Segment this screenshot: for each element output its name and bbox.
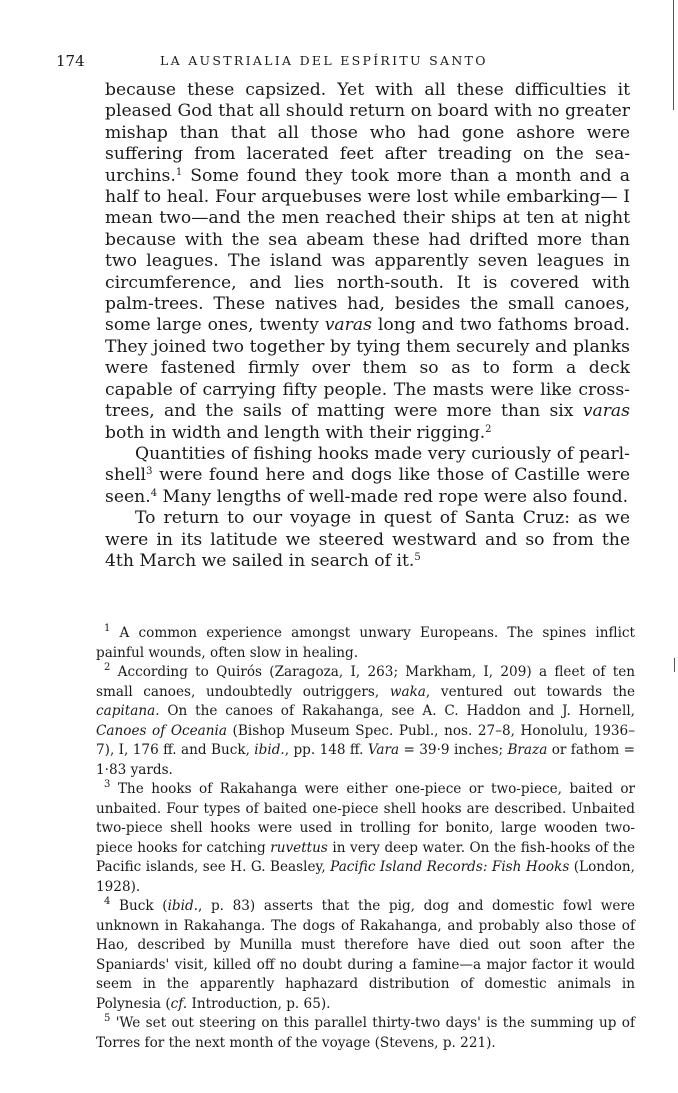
italic-term: cf.: [170, 995, 188, 1012]
footnote-number: 1: [104, 623, 111, 634]
footnote: [96, 780, 635, 897]
scan-margin-mark: [674, 658, 675, 672]
italic-title: Canoes of Oceania: [96, 722, 227, 739]
text-span: or fathom = 1·83 yards.: [96, 742, 636, 778]
italic-term: Vara: [367, 742, 400, 758]
footnote: [96, 897, 635, 1014]
footnote: [96, 1014, 635, 1053]
text-span: Some found they took more than a month and a half to heal. Four arquebuses were lost while embarking— I mean two—and the men reached their ships at ten at night because with the sea abeam these had drifted more than two leagues. The island was apparently seven leagues in circumference, and lies north-south. It is covered with palm-trees. These natives had, besides the small canoes, some large ones, twenty: [105, 165, 630, 336]
footnote-ref: 3: [146, 466, 153, 478]
page-header: [56, 52, 656, 72]
text-span: Introduction, p. 65).: [187, 995, 331, 1012]
footnote-number: 3: [104, 779, 111, 790]
paragraph: [105, 80, 630, 444]
footnote-number: 2: [104, 662, 111, 673]
footnote-number: 5: [104, 1013, 111, 1024]
main-text: [105, 80, 630, 572]
footnote-ref: 2: [485, 423, 492, 435]
text-span: The hooks of Rakahanga were either one-piece or two-piece, baited or unbaited. Four types of baited one-piece shell hooks are described. Unbaited two-piece shell hooks were used in trolling for bonito, large wooden two-piece hooks for catching: [96, 781, 635, 856]
text-span: , ventured out towards the: [425, 683, 635, 700]
text-span: both in width and length with their rigging.: [105, 422, 486, 443]
text-span: Many lengths of well-made red rope were also found.: [157, 486, 629, 507]
text-span: were found here and dogs like those of Castille were seen.: [105, 465, 630, 507]
scan-edge-line: [673, 0, 674, 110]
italic-term: Braza: [507, 742, 548, 758]
text-span: Buck (: [110, 898, 168, 914]
footnote-ref: 4: [150, 487, 158, 499]
footnotes: [96, 624, 635, 1053]
italic-term: capitana: [96, 703, 156, 719]
italic-term: ibid.: [254, 742, 285, 758]
footnote: [96, 624, 635, 663]
footnote-ref: 5: [414, 551, 421, 563]
text-span: . On the canoes of Rakahanga, see A. C. Haddon and J. Hornell,: [155, 703, 635, 719]
running-title: LA AUSTRIALIA DEL ESPÍRITU SANTO: [160, 53, 488, 68]
text-span: (London, 1928).: [96, 859, 635, 895]
text-span: long and two fathoms broad. They joined two together by tying them securely and planks were fastened firmly over them so as to form a deck capable of carrying fifty people. The masts were like cross-trees, and the sails of matting were more than six: [105, 315, 630, 422]
italic-term: ruvettus: [270, 839, 328, 856]
italic-term: ibid.: [167, 898, 198, 914]
text-span: (Bishop Museum Spec. Publ., nos. 27–8, Honolulu, 1936–7), I, 176 ff. and Buck,: [96, 722, 636, 758]
text-span: = 39·9 inches;: [399, 742, 508, 758]
footnote: [96, 663, 635, 780]
text-span: To return to our voyage in quest of Santa Cruz: as we were in its latitude we steered westward and so from the 4th March we sailed in search of it.: [105, 508, 630, 571]
italic-term: varas: [582, 401, 630, 422]
text-span: Quantities of fishing hooks made very curiously of pearl-shell: [105, 443, 630, 486]
italic-term: waka: [389, 683, 426, 700]
text-span: in very deep water. On the fish-hooks of the Pacific islands, see H. G. Beasley,: [96, 839, 635, 875]
text-span: , pp. 148 ff.: [284, 742, 368, 758]
footnote-number: 4: [104, 896, 111, 907]
italic-title: Pacific Island Records: Fish Hooks: [330, 859, 570, 875]
text-span: because these capsized. Yet with all these difficulties it pleased God that all should return on board with no greater mishap than that all those who had gone ashore were suffering from lacerated feet after treading on the sea-urchins.: [105, 80, 630, 186]
italic-term: varas: [324, 315, 372, 336]
paragraph: [105, 508, 630, 572]
paragraph: [105, 444, 630, 508]
text-span: , p. 83) asserts that the pig, dog and domestic fowl were unknown in Rakahanga. The dogs of Rakahanga, and probably also those of Hao, described by Munilla must therefore have died out soon after the Spaniards' visit, killed off no doubt during a famine—a major factor it would seem in the apparently haphazard distribution of domestic animals in Polynesia (: [96, 898, 635, 1012]
text-span: A common experience amongst unwary Europeans. The spines inflict painful wounds, often slow in healing.: [96, 625, 635, 661]
text-span: According to Quirós (Zaragoza, I, 263; Markham, I, 209) a fleet of ten small canoes, undoubtedly outriggers,: [96, 664, 635, 700]
text-span: 'We set out steering on this parallel thirty-two days' is the summing up of Torres for the next month of the voyage (Stevens, p. 221).: [96, 1015, 635, 1051]
page-number: 174: [56, 52, 85, 70]
footnote-ref: 1: [175, 166, 183, 178]
